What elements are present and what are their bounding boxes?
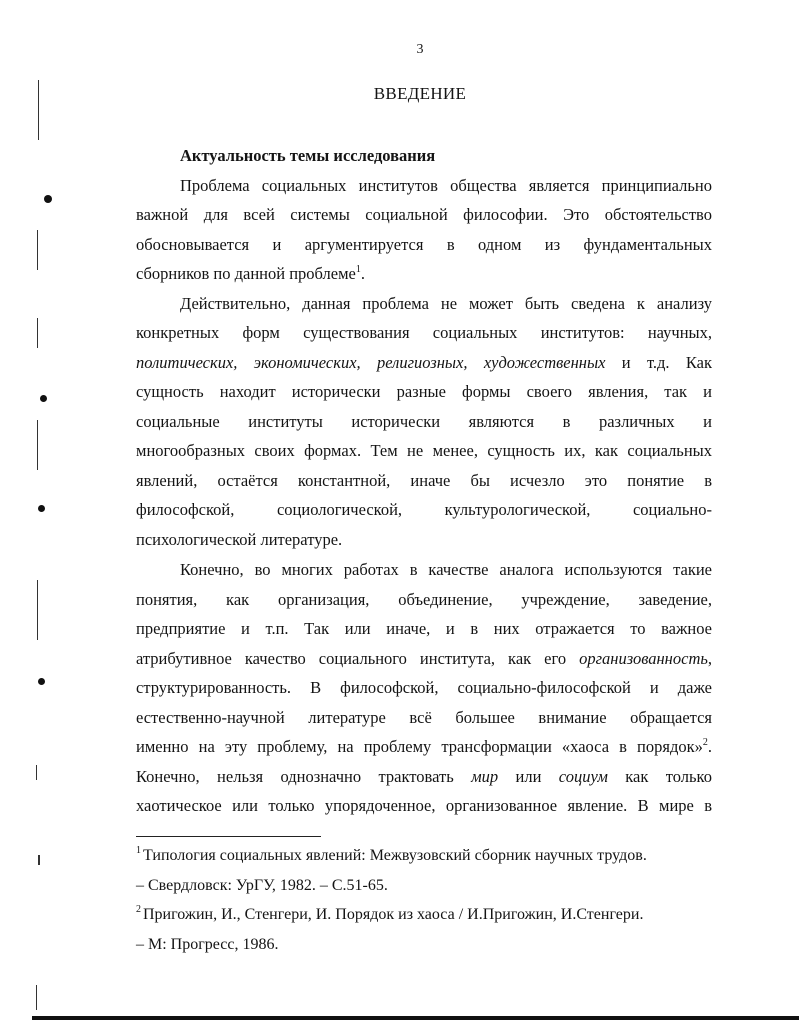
page-number: 3 (416, 42, 424, 57)
page-title: ВВЕДЕНИЕ (373, 84, 467, 103)
paragraph-line: хаотическое или только упорядоченное, организованное явление. В мире в (136, 796, 712, 815)
footnote-ref[interactable]: 2 (702, 737, 708, 748)
paragraph-line: Проблема социальных институтов общества является принципиально (180, 176, 712, 195)
scan-artifact (37, 420, 38, 470)
scan-artifact (37, 580, 38, 640)
paragraph-line: политических, экономических, религиозных, художественных и т.д. Как (136, 353, 713, 372)
scan-artifact (38, 80, 39, 140)
footnote-mark: 1 (136, 845, 141, 856)
scan-bottom-edge (32, 1016, 799, 1020)
paragraph-line: философской, социологической, культурологической, социально- (136, 500, 712, 519)
paragraph-line: атрибутивное качество социального института, как его организованность, (136, 649, 712, 668)
footnote-2-continuation: – М: Прогресс, 1986. (136, 936, 279, 953)
paragraph-line: социальные институты исторически являются в различных и (136, 412, 712, 431)
scan-artifact (36, 765, 37, 780)
paragraph-line: естественно-научной литературе всё большее внимание обращается (136, 708, 712, 727)
footnote-separator (136, 836, 321, 837)
paragraph-line: структурированность. В философской, социально-философской и даже (136, 678, 712, 697)
section-title: Актуальность темы исследования (180, 146, 436, 165)
paragraph-line: конкретных форм существования социальных институтов: научных, (136, 323, 712, 342)
paragraph-line: обосновывается и аргументируется в одном из фундаментальных (136, 235, 712, 254)
paragraph-line: понятия, как организация, объединение, учреждение, заведение, (136, 590, 712, 609)
paragraph-line: сборников по данной проблеме$^1$. (136, 264, 365, 283)
scan-artifact (37, 230, 38, 270)
paragraph-line: психологической литературе. (136, 530, 343, 549)
paragraph-line: Конечно, нельзя однозначно трактовать мир или социум как только (136, 767, 712, 786)
scan-artifact (38, 505, 45, 512)
scan-artifact (38, 678, 45, 685)
scan-artifact (44, 195, 52, 203)
scan-artifact (38, 855, 40, 865)
paragraph-line: Действительно, данная проблема не может быть сведена к анализу (180, 294, 712, 313)
scan-artifact (37, 318, 38, 348)
scan-artifact (36, 985, 37, 1010)
paragraph-line: важной для всей системы социальной философии. Это обстоятельство (136, 205, 712, 224)
paragraph-line: явлений, остаётся константной, иначе бы исчезло это понятие в (136, 471, 712, 490)
scan-artifact (40, 395, 47, 402)
footnote-1-continuation: – Свердловск: УрГУ, 1982. – С.51-65. (136, 877, 388, 894)
paragraph-line: сущность находит исторически разные формы своего явления, так и (136, 382, 712, 401)
paragraph-line: многообразных своих формах. Тем не менее, сущность их, как социальных (136, 441, 712, 460)
footnote-2: $^2$ Пригожин, И., Стенгери, И. Порядок из хаоса / И.Пригожин, И.Стенгери. (136, 904, 644, 923)
paragraph-line: Конечно, во многих работах в качестве аналога используются такие (180, 560, 712, 579)
paragraph-line: именно на эту проблему, на проблему трансформации «хаоса в порядок»$^2$. (136, 737, 712, 756)
footnote-mark: 2 (136, 904, 141, 915)
footnote-ref[interactable]: 1 (355, 264, 361, 275)
paragraph-line: предприятие и т.п. Так или иначе, и в них отражается то важное (136, 619, 712, 638)
footnote-1: $^1$ Типология социальных явлений: Межвузовский сборник научных трудов. (136, 845, 647, 864)
